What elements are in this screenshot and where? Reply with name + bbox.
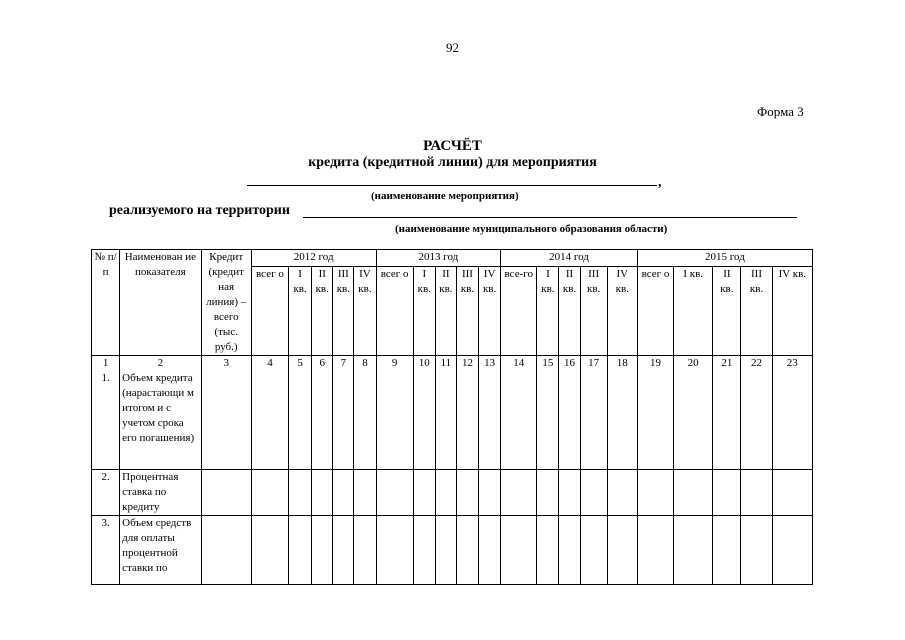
header-quarter: II кв. [559, 267, 580, 356]
table-cell [607, 516, 637, 585]
table-cell [741, 470, 772, 516]
column-number: 7 [333, 356, 354, 470]
header-total: всег о [637, 267, 673, 356]
header-quarter: I кв. [413, 267, 435, 356]
row-2-num: 2. [92, 470, 120, 516]
municipality-caption: (наименование муниципального образования области) [395, 223, 668, 235]
row-3-name: Объем средств для оплаты процентной ставки по [120, 516, 201, 585]
header-num: № п/п [92, 250, 120, 356]
header-quarter: IV кв. [479, 267, 501, 356]
calculation-table [91, 249, 813, 585]
column-number: 19 [637, 356, 673, 470]
header-year-2014: 2014 год [501, 250, 638, 267]
table-cell [741, 516, 772, 585]
table-cell [580, 470, 607, 516]
table-cell [251, 470, 288, 516]
table-cell [354, 516, 376, 585]
header-name: Наименован ие показателя [120, 250, 201, 356]
table-cell [456, 516, 478, 585]
table-cell [435, 516, 456, 585]
row-2-name: Процентная ставка по кредиту [120, 470, 201, 516]
column-number: 10 [413, 356, 435, 470]
row-name: Объем кредита (нарастающи м итогом и с учетом срока его погашения) [122, 372, 195, 444]
table-cell [713, 516, 741, 585]
header-quarter: II кв. [312, 267, 333, 356]
event-line-comma: , [658, 175, 662, 190]
column-number: 4 [251, 356, 288, 470]
column-number: 2 [157, 357, 164, 369]
table-cell [333, 516, 354, 585]
row-1-num [92, 356, 120, 470]
column-number: 3 [201, 356, 251, 470]
header-quarter: II кв. [713, 267, 741, 356]
header-total: все-го [501, 267, 537, 356]
page-number: 92 [446, 40, 459, 55]
table-cell [772, 516, 812, 585]
table-cell [251, 516, 288, 585]
table-cell [559, 516, 580, 585]
column-number: 11 [435, 356, 456, 470]
header-year-2013: 2013 год [376, 250, 501, 267]
table-cell [376, 470, 413, 516]
table-cell [501, 516, 537, 585]
column-number: 14 [501, 356, 537, 470]
row-number: 1. [101, 372, 110, 384]
table-cell [772, 470, 812, 516]
territory-label: реализуемого на территории [109, 203, 290, 218]
table-cell [537, 516, 559, 585]
header-year-2012: 2012 год [251, 250, 376, 267]
column-number: 15 [537, 356, 559, 470]
table-cell [201, 516, 251, 585]
header-total: всег о [376, 267, 413, 356]
column-number: 9 [376, 356, 413, 470]
header-quarter: III кв. [333, 267, 354, 356]
table-cell [376, 516, 413, 585]
table-cell [333, 470, 354, 516]
event-name-line [247, 185, 657, 186]
table-cell [479, 516, 501, 585]
document-subtitle: кредита (кредитной линии) для мероприятия [308, 155, 597, 170]
table-cell [435, 470, 456, 516]
table-cell [354, 470, 376, 516]
header-quarter: IV кв. [354, 267, 376, 356]
table-cell [312, 470, 333, 516]
table-cell [637, 470, 673, 516]
table-cell [201, 470, 251, 516]
header-quarter: IV кв. [607, 267, 637, 356]
table-cell [537, 470, 559, 516]
table-cell [607, 470, 637, 516]
header-quarter: III кв. [741, 267, 772, 356]
municipality-line [303, 217, 797, 218]
table-cell [674, 516, 713, 585]
column-number: 5 [289, 356, 312, 470]
header-quarter: III кв. [580, 267, 607, 356]
header-credit: Кредит (кредит ная линия) – всего (тыс. руб.) [201, 250, 251, 356]
header-year-2015: 2015 год [637, 250, 812, 267]
table-cell [674, 470, 713, 516]
row-1-name [120, 356, 201, 470]
column-number: 18 [607, 356, 637, 470]
header-quarter: IV кв. [772, 267, 812, 356]
table-cell [713, 470, 741, 516]
table-cell [637, 516, 673, 585]
table-cell [559, 470, 580, 516]
column-number: 21 [713, 356, 741, 470]
column-number: 1 [102, 357, 109, 369]
column-number: 13 [479, 356, 501, 470]
table-cell [456, 470, 478, 516]
header-quarter: II кв. [435, 267, 456, 356]
column-number: 23 [772, 356, 812, 470]
table-cell [413, 470, 435, 516]
column-number: 16 [559, 356, 580, 470]
table-cell [501, 470, 537, 516]
document-title: РАСЧЁТ [423, 138, 482, 154]
form-label: Форма 3 [757, 104, 804, 119]
column-number: 20 [674, 356, 713, 470]
column-number: 17 [580, 356, 607, 470]
column-number: 6 [312, 356, 333, 470]
table-cell [413, 516, 435, 585]
table-cell [580, 516, 607, 585]
header-total: всег о [251, 267, 288, 356]
header-quarter: I кв. [289, 267, 312, 356]
header-quarter: I кв. [537, 267, 559, 356]
table-cell [289, 516, 312, 585]
column-number: 12 [456, 356, 478, 470]
row-3-num: 3. [92, 516, 120, 585]
event-name-caption: (наименование мероприятия) [371, 190, 519, 202]
column-number: 22 [741, 356, 772, 470]
header-quarter: I кв. [674, 267, 713, 356]
column-number: 8 [354, 356, 376, 470]
table-cell [312, 516, 333, 585]
table-cell [479, 470, 501, 516]
header-quarter: III кв. [456, 267, 478, 356]
table-cell [289, 470, 312, 516]
